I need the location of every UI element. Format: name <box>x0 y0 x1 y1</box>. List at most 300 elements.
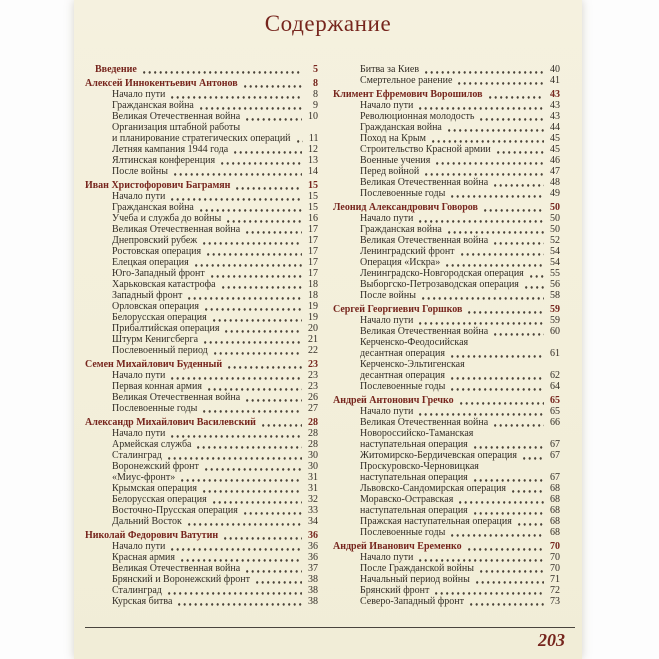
toc-entry <box>333 574 560 585</box>
toc-entry <box>333 224 560 235</box>
dot-leader <box>203 301 302 312</box>
toc-entry <box>85 246 318 257</box>
dot-leader <box>219 155 302 166</box>
toc-entry <box>333 585 560 596</box>
toc-entry <box>333 417 560 428</box>
toc-entry-label: наступательная операция <box>360 472 468 483</box>
toc-entry-label: наступательная операция <box>360 439 468 450</box>
toc-entry-label: После войны <box>112 166 168 177</box>
toc-entry-label: Строительство Красной армии <box>360 144 491 155</box>
toc-entry-label: Великая Отечественная война <box>360 417 489 428</box>
toc-entry <box>333 279 560 290</box>
toc-page-number: 21 <box>308 334 318 345</box>
toc-page-number: 33 <box>308 505 318 516</box>
toc-page-number: 52 <box>550 235 560 246</box>
dot-leader <box>179 552 302 563</box>
toc-entry-label: и планирование стратегических операций <box>112 133 291 144</box>
toc-entry-label: Начало пути <box>112 89 166 100</box>
toc-entry <box>333 315 560 326</box>
dot-leader <box>417 213 544 224</box>
toc-entry-label: Великая Отечественная война <box>112 563 241 574</box>
toc-page-number: 28 <box>308 428 318 439</box>
book-page-sheet <box>74 0 582 659</box>
toc-entry <box>333 122 560 133</box>
toc-entry-label: Курская битва <box>112 596 173 607</box>
toc-entry <box>333 527 560 538</box>
toc-page-number: 43 <box>550 111 560 122</box>
toc-entry <box>333 177 560 188</box>
toc-entry-label: После Гражданской войны <box>360 563 474 574</box>
toc-entry <box>333 75 560 86</box>
dot-leader <box>193 257 302 268</box>
dot-leader <box>472 505 544 516</box>
toc-entry-label: Климент Ефремович Ворошилов <box>333 89 483 100</box>
dot-leader <box>458 395 544 406</box>
toc-entry-label: Сталинград <box>112 450 162 461</box>
dot-leader <box>141 64 302 75</box>
dot-leader <box>206 381 302 392</box>
dot-leader <box>244 224 302 235</box>
dot-leader <box>523 279 544 290</box>
toc-page-number: 54 <box>550 246 560 257</box>
toc-page-number: 44 <box>550 122 560 133</box>
dot-leader <box>201 235 302 246</box>
toc-page-number: 49 <box>550 188 560 199</box>
toc-entry <box>85 144 318 155</box>
toc-entry <box>85 574 318 585</box>
toc-entry-label: Моравско-Остравская <box>360 494 454 505</box>
toc-entry-label: Введение <box>95 64 137 75</box>
toc-entry-label: Великая Отечественная война <box>112 392 241 403</box>
dot-leader <box>211 312 302 323</box>
toc-chapter-entry <box>333 202 560 213</box>
toc-chapter-entry <box>85 180 318 191</box>
toc-entry-label: Великая Отечественная война <box>360 326 489 337</box>
dot-leader <box>169 428 302 439</box>
toc-page-number: 67 <box>550 472 560 483</box>
toc-entry <box>333 505 560 516</box>
toc-page-number: 60 <box>550 326 560 337</box>
toc-entry-label: десантная операция <box>360 370 445 381</box>
toc-page-number: 72 <box>550 585 560 596</box>
toc-entry <box>85 323 318 334</box>
dot-leader <box>472 439 544 450</box>
dot-leader <box>528 268 544 279</box>
toc-chapter-entry <box>333 89 560 100</box>
toc-page-number: 62 <box>550 370 560 381</box>
dot-leader <box>423 166 544 177</box>
toc-page-number: 26 <box>308 392 318 403</box>
toc-page-number: 19 <box>308 312 318 323</box>
toc-page-number: 9 <box>313 100 318 111</box>
toc-page-number: 67 <box>550 439 560 450</box>
toc-entry-label: Перед войной <box>360 166 420 177</box>
toc-page-number: 5 <box>313 64 318 75</box>
dot-leader <box>417 552 544 563</box>
toc-page-number: 43 <box>550 100 560 111</box>
toc-page-number: 32 <box>308 494 318 505</box>
toc-entry <box>333 461 560 472</box>
toc-entry <box>85 279 318 290</box>
toc-entry <box>85 439 318 450</box>
toc-entry <box>333 563 560 574</box>
dot-leader <box>201 403 302 414</box>
dot-leader <box>220 279 302 290</box>
dot-leader <box>434 155 544 166</box>
toc-page-number: 43 <box>550 89 560 100</box>
toc-page-number: 17 <box>308 257 318 268</box>
toc-entry-label: Послевоенный период <box>112 345 208 356</box>
toc-page-number: 61 <box>550 348 560 359</box>
dot-leader <box>295 133 303 144</box>
dot-leader <box>176 596 302 607</box>
toc-entry-label: Юго-Западный фронт <box>112 268 205 279</box>
toc-entry <box>85 213 318 224</box>
dot-leader <box>457 494 544 505</box>
dot-leader <box>449 188 544 199</box>
toc-page-number: 18 <box>308 290 318 301</box>
toc-entry-label: Днепровский рубеж <box>112 235 198 246</box>
toc-entry-label: Штурм Кенигсберга <box>112 334 199 345</box>
toc-entry <box>85 155 318 166</box>
dot-leader <box>492 177 544 188</box>
toc-entry-label: Восточно-Прусская операция <box>112 505 238 516</box>
toc-entry-label: Семен Михайлович Буденный <box>85 359 223 370</box>
toc-page-number: 65 <box>550 395 560 406</box>
toc-page-number: 40 <box>550 64 560 75</box>
toc-entry-label: Первая конная армия <box>112 381 202 392</box>
dot-leader <box>169 89 302 100</box>
toc-entry-label: Выборгско-Петрозаводская операция <box>360 279 519 290</box>
toc-page-number: 34 <box>308 516 318 527</box>
toc-entry <box>85 494 318 505</box>
toc-entry <box>85 505 318 516</box>
toc-entry <box>85 334 318 345</box>
toc-entry <box>333 235 560 246</box>
toc-entry-label: Великая Отечественная война <box>112 111 241 122</box>
toc-entry <box>85 370 318 381</box>
page-title: Содержание <box>264 11 392 36</box>
dot-leader <box>433 585 544 596</box>
toc-entry-label: Великая Отечественная война <box>360 177 489 188</box>
toc-page-number: 27 <box>308 403 318 414</box>
toc-entry <box>85 122 318 133</box>
toc-entry-label: Послевоенные годы <box>360 188 446 199</box>
toc-page-number: 41 <box>550 75 560 86</box>
toc-entry <box>85 166 318 177</box>
toc-entry <box>85 472 318 483</box>
toc-page-number: 56 <box>550 279 560 290</box>
toc-entry-label: Иван Христофорович Баграмян <box>85 180 231 191</box>
toc-page-number: 73 <box>550 596 560 607</box>
toc-chapter-entry <box>85 530 318 541</box>
toc-entry <box>333 439 560 450</box>
toc-page-number: 18 <box>308 279 318 290</box>
dot-leader <box>516 516 544 527</box>
toc-entry <box>333 326 560 337</box>
toc-page-number: 22 <box>308 345 318 356</box>
toc-entry <box>85 596 318 607</box>
dot-leader <box>474 574 544 585</box>
toc-entry-label: Великая Отечественная война <box>112 224 241 235</box>
toc-entry-label: Поход на Крым <box>360 133 426 144</box>
toc-entry <box>333 381 560 392</box>
toc-entry-label: Брянский фронт <box>360 585 430 596</box>
toc-entry <box>85 381 318 392</box>
toc-page-number: 47 <box>550 166 560 177</box>
dot-leader <box>212 345 302 356</box>
toc-page-number: 16 <box>308 213 318 224</box>
dot-leader <box>430 133 544 144</box>
toc-entry-label: Ленинградский фронт <box>360 246 455 257</box>
dot-leader <box>195 439 302 450</box>
toc-entry-label: Белорусская операция <box>112 312 207 323</box>
toc-entry-label: Воронежский фронт <box>112 461 199 472</box>
toc-entry-label: Северо-Западный фронт <box>360 596 464 607</box>
toc-entry <box>85 428 318 439</box>
dot-leader <box>449 370 544 381</box>
toc-entry-label: Гражданская война <box>112 100 194 111</box>
toc-entry-label: Начало пути <box>112 428 166 439</box>
toc-entry-label: Керченско-Феодосийская <box>360 337 469 348</box>
dot-leader <box>492 326 544 337</box>
toc-entry-label: Новороссийско-Таманская <box>360 428 474 439</box>
toc-entry <box>85 312 318 323</box>
toc-page-number: 68 <box>550 505 560 516</box>
toc-entry <box>85 552 318 563</box>
toc-entry-label: После войны <box>360 290 416 301</box>
toc-entry-label: Послевоенные годы <box>112 403 198 414</box>
toc-page-number: 11 <box>308 133 319 144</box>
toc-page-number: 38 <box>308 574 318 585</box>
toc-entry <box>333 268 560 279</box>
dot-leader <box>449 348 544 359</box>
dot-leader <box>244 563 302 574</box>
toc-page-number: 70 <box>550 552 560 563</box>
dot-leader <box>446 122 544 133</box>
toc-entry-label: Организация штабной работы <box>112 122 241 133</box>
toc-page-number: 14 <box>308 166 318 177</box>
dot-leader <box>205 246 302 257</box>
toc-page-number: 15 <box>308 180 318 191</box>
toc-entry-label: Военные учения <box>360 155 431 166</box>
toc-entry-label: Дальний Восток <box>112 516 182 527</box>
toc-page-number: 59 <box>550 304 560 315</box>
toc-entry-label: Начальный период войны <box>360 574 470 585</box>
dot-leader <box>179 472 302 483</box>
toc-entry-label: Армейская служба <box>112 439 192 450</box>
toc-page-number: 10 <box>308 111 318 122</box>
toc-entry <box>333 246 560 257</box>
toc-entry-label: Николай Федорович Ватутин <box>85 530 219 541</box>
toc-entry <box>333 596 560 607</box>
toc-page-number: 68 <box>550 527 560 538</box>
toc-entry-label: Ростовская операция <box>112 246 202 257</box>
toc-entry-label: Послевоенные годы <box>360 527 446 538</box>
toc-page-number: 17 <box>308 235 318 246</box>
dot-leader <box>201 483 302 494</box>
toc-chapter-entry <box>333 541 560 552</box>
toc-entry-label: Проскуровско-Черновицкая <box>360 461 479 472</box>
dot-leader <box>482 202 544 213</box>
dot-leader <box>466 304 544 315</box>
dot-leader <box>417 406 544 417</box>
toc-entry <box>85 392 318 403</box>
toc-page-number: 68 <box>550 516 560 527</box>
toc-chapter-entry <box>85 417 318 428</box>
toc-entry-label: Начало пути <box>112 191 166 202</box>
toc-entry <box>333 144 560 155</box>
toc-entry <box>85 290 318 301</box>
toc-entry-label: Крымская операция <box>112 483 197 494</box>
toc-page-number: 31 <box>308 483 318 494</box>
toc-chapter-entry <box>85 359 318 370</box>
dot-leader <box>202 334 302 345</box>
toc-entry <box>333 337 560 348</box>
toc-entry <box>85 461 318 472</box>
toc-entry <box>85 268 318 279</box>
toc-page-number: 71 <box>550 574 560 585</box>
dot-leader <box>446 224 544 235</box>
toc-entry <box>85 563 318 574</box>
toc-entry <box>333 257 560 268</box>
toc-entry-label: десантная операция <box>360 348 445 359</box>
toc-entry <box>333 100 560 111</box>
toc-page-number: 30 <box>308 450 318 461</box>
toc-entry-label: Операция «Искра» <box>360 257 441 268</box>
toc-entry <box>333 494 560 505</box>
toc-entry-label: Брянский и Воронежский фронт <box>112 574 250 585</box>
dot-leader <box>444 257 544 268</box>
toc-page-number: 36 <box>308 552 318 563</box>
toc-page-number: 37 <box>308 563 318 574</box>
dot-leader <box>242 505 302 516</box>
toc-entry-label: Сергей Георгиевич Горшков <box>333 304 463 315</box>
toc-entry <box>333 428 560 439</box>
toc-entry <box>333 188 560 199</box>
toc-column-left <box>85 64 318 607</box>
toc-entry-label: Гражданская война <box>360 224 442 235</box>
toc-entry-label: Харьковская катастрофа <box>112 279 216 290</box>
toc-page-number: 8 <box>313 89 318 100</box>
toc-entry-label: Гражданская война <box>112 202 194 213</box>
toc-entry <box>85 403 318 414</box>
dot-leader <box>478 563 544 574</box>
toc-page-number: 50 <box>550 224 560 235</box>
dot-leader <box>222 530 302 541</box>
toc-page-number: 30 <box>308 461 318 472</box>
toc-entry-label: Начало пути <box>360 552 414 563</box>
dot-leader <box>254 574 302 585</box>
toc-entry <box>333 348 560 359</box>
toc-entry <box>333 483 560 494</box>
dot-leader <box>226 359 302 370</box>
toc-entry <box>85 224 318 235</box>
toc-entry-label: Начало пути <box>360 406 414 417</box>
toc-page-number: 17 <box>308 224 318 235</box>
toc-entry <box>85 450 318 461</box>
dot-leader <box>209 268 302 279</box>
toc-page-number: 70 <box>550 563 560 574</box>
toc-entry-label: Гражданская война <box>360 122 442 133</box>
dot-leader <box>417 100 544 111</box>
toc-entry <box>333 406 560 417</box>
toc-entry <box>333 450 560 461</box>
dot-leader <box>166 450 302 461</box>
dot-leader <box>492 235 544 246</box>
toc-page-number: 23 <box>308 359 318 370</box>
toc-entry <box>85 483 318 494</box>
dot-leader <box>487 89 544 100</box>
toc-entry <box>85 64 318 75</box>
toc-entry-label: Ленинградско-Новгородская операция <box>360 268 524 279</box>
toc-page-number: 58 <box>550 290 560 301</box>
toc-page-number: 45 <box>550 133 560 144</box>
toc-page-number: 67 <box>550 450 560 461</box>
toc-entry-label: Начало пути <box>112 370 166 381</box>
toc-entry <box>85 89 318 100</box>
toc-page-number: 50 <box>550 213 560 224</box>
dot-leader <box>459 246 544 257</box>
toc-page-number: 64 <box>550 381 560 392</box>
toc-page-number: 19 <box>308 301 318 312</box>
toc-entry <box>333 516 560 527</box>
toc-page-number: 70 <box>550 541 560 552</box>
toc-entry <box>85 100 318 111</box>
toc-page-number: 28 <box>308 439 318 450</box>
toc-entry <box>333 290 560 301</box>
dot-leader <box>211 494 302 505</box>
toc-entry <box>85 585 318 596</box>
toc-entry-label: «Миус-фронт» <box>112 472 176 483</box>
toc-entry <box>85 111 318 122</box>
dot-leader <box>495 144 544 155</box>
footer-rule <box>85 627 575 628</box>
toc-entry-label: Львовско-Сандомирская операция <box>360 483 507 494</box>
toc-entry-label: Начало пути <box>360 213 414 224</box>
toc-entry <box>333 370 560 381</box>
dot-leader <box>449 527 544 538</box>
dot-leader <box>198 100 302 111</box>
toc-entry <box>333 552 560 563</box>
toc-page-number: 50 <box>550 202 560 213</box>
toc-page-number: 66 <box>550 417 560 428</box>
toc-entry-label: Белорусская операция <box>112 494 207 505</box>
toc-page-number: 36 <box>308 530 318 541</box>
toc-page-number: 38 <box>308 596 318 607</box>
toc-page-number: 28 <box>308 417 318 428</box>
dot-leader <box>186 516 302 527</box>
toc-entry-label: Учеба и служба до войны <box>112 213 222 224</box>
toc-entry <box>333 155 560 166</box>
toc-entry-label: Сталинград <box>112 585 162 596</box>
toc-entry <box>333 166 560 177</box>
toc-entry <box>85 235 318 246</box>
toc-entry <box>85 133 318 144</box>
dot-leader <box>456 75 544 86</box>
toc-page-number: 45 <box>550 144 560 155</box>
toc-entry-label: Летняя кампания 1944 года <box>112 144 229 155</box>
toc-entry-label: Революционная молодость <box>360 111 475 122</box>
toc-columns <box>85 64 582 607</box>
toc-chapter-entry <box>85 78 318 89</box>
dot-leader <box>417 315 544 326</box>
toc-entry-label: Смертельное ранение <box>360 75 453 86</box>
toc-page-number: 20 <box>308 323 318 334</box>
toc-entry <box>85 345 318 356</box>
dot-leader <box>169 370 302 381</box>
toc-page-number: 23 <box>308 370 318 381</box>
